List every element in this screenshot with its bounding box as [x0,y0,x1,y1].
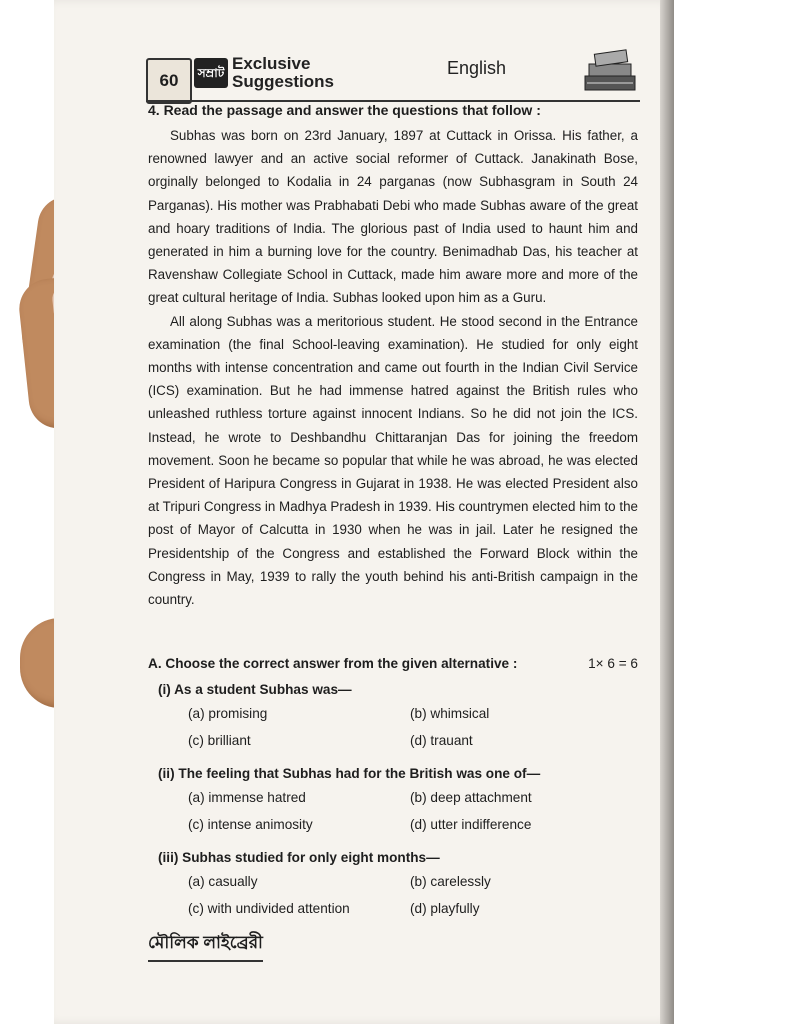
option-c: (c) brilliant [188,733,251,748]
option-d: (d) utter indifference [410,817,532,832]
option-d: (d) playfully [410,901,480,916]
option-a: (a) immense hatred [188,790,306,805]
question-title: 4. Read the passage and answer the questions that follow : [148,102,541,118]
passage [148,124,638,611]
mcq-question: (iii) Subhas studied for only eight months— [158,850,440,865]
publisher-logo: সম্রাট [194,58,228,88]
option-c: (c) with undivided attention [188,901,350,916]
page-number: 60 [146,58,192,104]
brand-line-1: Exclusive [232,54,311,73]
mcq-item [158,682,638,760]
option-c: (c) intense animosity [188,817,313,832]
passage-paragraph: Subhas was born on 23rd January, 1897 at Cuttack in Orissa. His father, a renowned lawyer and an active social reformer of Cuttack. Janakinath Bose, orginally belonged to Kodalia in 24 parganas (now Subhasgram in South 24 Parganas). His mother was Prabhabati Debi who made Subhas aware of the great and hoary traditions of India. The glorious past of India used to haunt him and generated in him a burning love for the country. Benimadhab Das, his teacher at Ravenshaw Collegiate School in Cuttack, made him aware more and more of the great cultural heritage of India. Subhas looked upon him as a Guru. [148,128,638,306]
publisher-name: মৌলিক লাইব্রেরী [148,930,263,962]
brand-line-2: Suggestions [232,72,335,91]
mcq-question: (ii) The feeling that Subhas had for the British was one of— [158,766,541,781]
marks-label: 1× 6 = 6 [588,656,638,671]
option-b: (b) whimsical [410,706,490,721]
section-a-heading [148,656,638,671]
passage-paragraph: All along Subhas was a meritorious student. He stood second in the Entrance examination (the final School-leaving examination). He studied for only eight months with intense concentration and came out fourth in the Indian Civil Service (ICS) examination. But he had immense hatred against the British rules who unleashed ruthless torture against innocent Indians. So he did not join the ICS. Instead, he wrote to Deshbandhu Chittaranjan Das for joining the freedom movement. Soon he became so popular that while he was abroad, he was elected President of Haripura Congress in Gujarat in 1938. He was elected President also at Tripuri Congress in Madhya Pradesh in 1939. His countrymen elected him to the post of Mayor of Calcutta in 1930 when he was in jail. Later he resigned the Presidentship of the Congress and established the Forward Block within the Congress in May, 1939 to rally the youth behind his anti-British campaign in the country. [148,313,638,608]
mcq-item [158,766,638,844]
brand-title [232,55,334,91]
option-d: (d) trauant [410,733,473,748]
book-spine [660,0,674,1024]
subject-label: English [447,58,507,78]
option-b: (b) carelessly [410,874,491,889]
mcq-item [158,850,638,928]
option-b: (b) deep attachment [410,790,532,805]
option-a: (a) casually [188,874,258,889]
option-a: (a) promising [188,706,268,721]
mcq-question: (i) As a student Subhas was— [158,682,352,697]
books-icon [583,46,639,96]
section-a-title: A. Choose the correct answer from the given alternative : [148,656,518,671]
